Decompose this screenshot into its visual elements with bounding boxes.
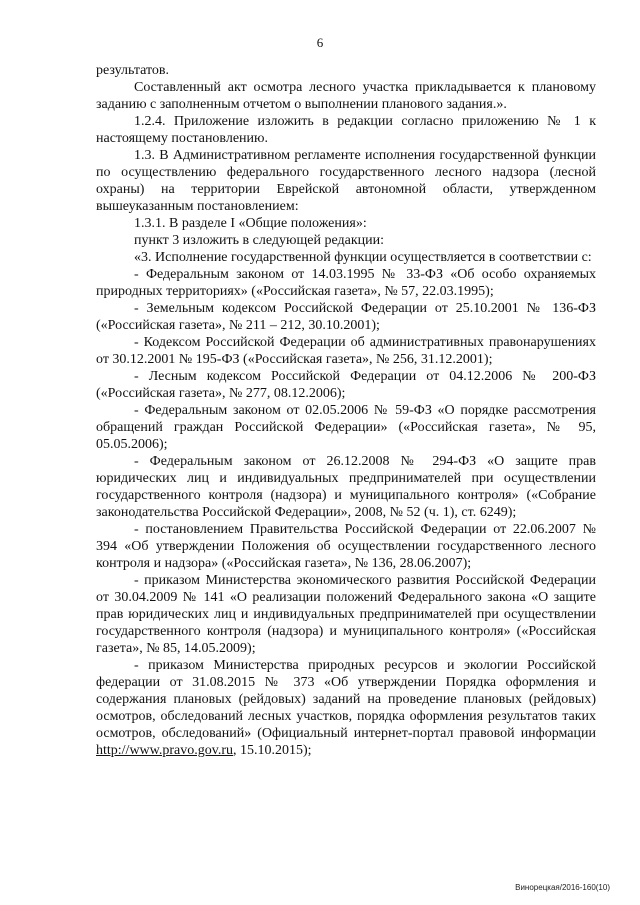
paragraph: 1.2.4. Приложение изложить в редакции согласно приложению № 1 к настоящему постановлению. [96,114,596,146]
paragraph: «3. Исполнение государственной функции осуществляется в соответствии с: [134,250,592,265]
list-item: - Федеральным законом от 14.03.1995 № 33-ФЗ «Об особо охраняемых природных территориях» («Российская газета», № 57, 22.03.1995); [96,267,596,299]
document-footer-code: Винорецкая/2016-160(10) [515,883,610,892]
list-item: - Земельным кодексом Российской Федерации от 25.10.2001 № 136-ФЗ («Российская газета», № 211 – 212, 30.10.2001); [96,301,596,333]
paragraph: результатов. [96,63,170,78]
list-item: - Федеральным законом от 02.05.2006 № 59-ФЗ «О порядке рассмотрения обращений граждан Российской Федерации» («Российская газета», № 95, 05.05.2006); [96,403,596,452]
list-item: - Кодексом Российской Федерации об административных правонарушениях от 30.12.2001 № 195-ФЗ («Российская газета», № 256, 31.12.2001); [96,335,596,367]
list-item: - Лесным кодексом Российской Федерации от 04.12.2006 № 200-ФЗ («Российская газета», № 277, 08.12.2006); [96,369,596,401]
list-item-text: - приказом Министерства природных ресурсов и экологии Российской федерации от 31.08.2015 № 373 «Об утверждении Порядка оформления и содержания плановых (рейдовых) заданий на проведение плановых (рейдовых) осмотров, обследований лесных участков, порядка оформления результатов таких осмотров, обследований» (Официальный интернет-портал правовой информации [96,658,596,741]
paragraph: 1.3. В Административном регламенте исполнения государственной функции по осуществлению федерального государственного лесного надзора (лесной охраны) на территории Еврейской автономной области, утвержденном вышеуказанным постановлением: [96,148,596,214]
page-number: 6 [316,35,324,50]
list-item [96,657,596,759]
document-body [96,62,596,759]
paragraph: пункт 3 изложить в следующей редакции: [134,233,384,248]
pravo-link[interactable]: http://www.pravo.gov.ru [96,743,233,758]
paragraph: 1.3.1. В разделе I «Общие положения»: [134,216,367,231]
list-item: - Федеральным законом от 26.12.2008 № 294-ФЗ «О защите прав юридических лиц и индивидуальных предпринимателей при осуществлении государственного контроля (надзора) и муниципального контроля» («Собрание законодательства Российской Федерации», 2008, № 52 (ч. 1), ст. 6249); [96,454,596,520]
list-item: - постановлением Правительства Российской Федерации от 22.06.2007 № 394 «Об утверждении Положения об осуществлении государственного лесного контроля и надзора» («Российская газета», № 136, 28.06.2007); [96,522,596,571]
paragraph: Составленный акт осмотра лесного участка прикладывается к плановому заданию с заполненным отчетом о выполнении планового задания.». [96,80,596,112]
list-item: - приказом Министерства экономического развития Российской Федерации от 30.04.2009 № 141 «О реализации положений Федерального закона «О защите прав юридических лиц и индивидуальных предпринимателей при осуществлении государственного контроля (надзора) и муниципального контроля» («Российская газета», № 85, 14.05.2009); [96,573,596,656]
list-item-text: , 15.10.2015); [233,743,312,758]
